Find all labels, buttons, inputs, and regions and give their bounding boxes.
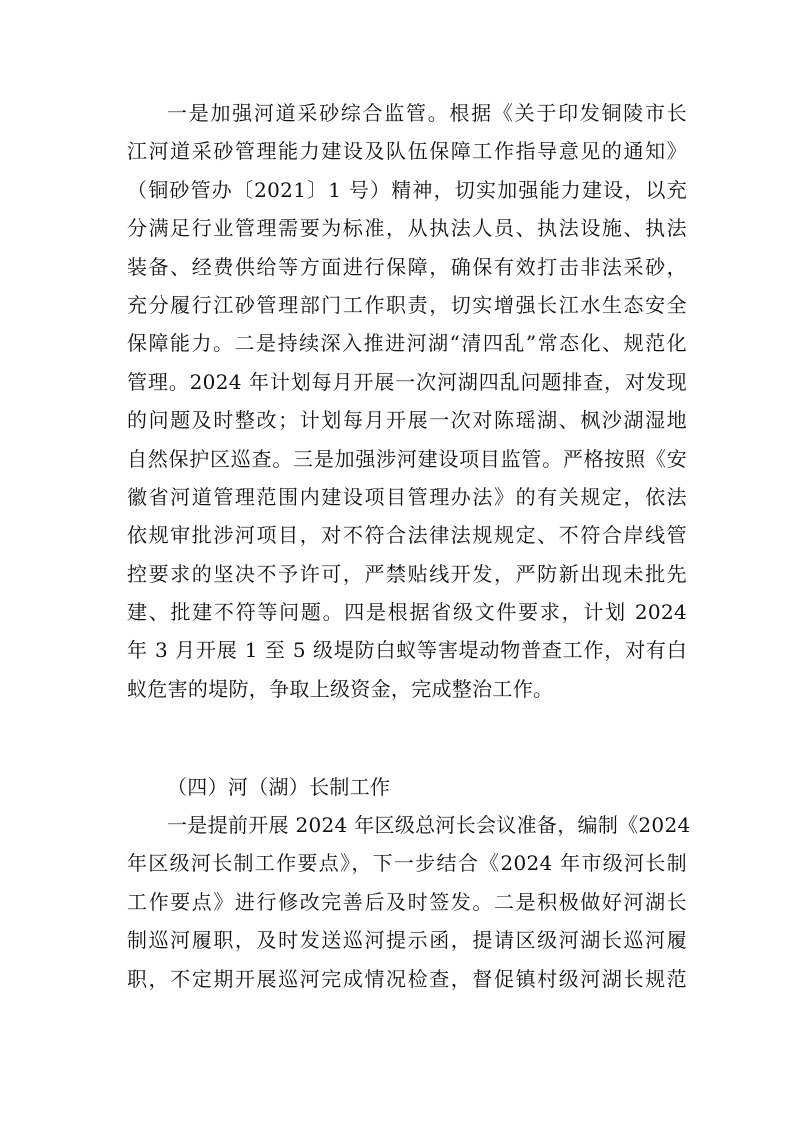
paragraph-line: 一是提前开展 2024 年区级总河长会议准备，编制《2024 bbox=[167, 813, 691, 837]
section-heading-text: （四）河（湖）长制工作 bbox=[167, 775, 391, 799]
paragraph-line: 蚁危害的堤防，争取上级资金，完成整治工作。 bbox=[127, 676, 554, 701]
paragraph-line: 制巡河履职，及时发送巡河提示函，提请区级河湖长巡河履 bbox=[127, 928, 687, 953]
paragraph-line: 建、批建不符等问题。四是根据省级文件要求，计划 2024 bbox=[127, 600, 687, 625]
paragraph-line: 江河道采砂管理能力建设及队伍保障工作指导意见的通知》 bbox=[127, 139, 687, 164]
paragraph-line: （铜砂管办〔2021〕1 号）精神，切实加强能力建设，以充 bbox=[127, 177, 687, 202]
paragraph-line: 年区级河长制工作要点》，下一步结合《2024 年市级河长制 bbox=[127, 851, 687, 876]
paragraph-line: 职，不定期开展巡河完成情况检查，督促镇村级河湖长规范 bbox=[127, 966, 687, 991]
paragraph-line: 管理。2024 年计划每月开展一次河湖四乱问题排查，对发现 bbox=[127, 369, 687, 394]
paragraph-line: 自然保护区巡查。三是加强涉河建设项目监管。严格按照《安 bbox=[127, 446, 687, 471]
paragraph-line: 充分履行江砂管理部门工作职责，切实增强长江水生态安全 bbox=[127, 292, 687, 317]
paragraph-line: 年 3 月开展 1 至 5 级堤防白蚁等害堤动物普查工作，对有白 bbox=[127, 638, 687, 663]
paragraph-river-chief-system bbox=[127, 806, 691, 998]
paragraph-line: 控要求的坚决不予许可，严禁贴线开发，严防新出现未批先 bbox=[127, 561, 687, 586]
paragraph-line: 保障能力。二是持续深入推进河湖“清四乱”常态化、规范化 bbox=[127, 331, 687, 356]
paragraph-line: 工作要点》进行修改完善后及时签发。二是积极做好河湖长 bbox=[127, 889, 687, 914]
paragraph-line: 装备、经费供给等方面进行保障，确保有效打击非法采砂， bbox=[127, 254, 687, 279]
section-heading bbox=[127, 768, 687, 806]
paragraph-line: 依规审批涉河项目，对不符合法律法规规定、不符合岸线管 bbox=[127, 523, 687, 548]
paragraph-line: 分满足行业管理需要为标准，从执法人员、执法设施、执法 bbox=[127, 216, 687, 241]
paragraph-line: 一是加强河道采砂综合监管。根据《关于印发铜陵市长 bbox=[167, 101, 687, 125]
paragraph-line: 徽省河道管理范围内建设项目管理办法》的有关规定，依法 bbox=[127, 484, 687, 509]
paragraph-line: 的问题及时整改；计划每月开展一次对陈瑶湖、枫沙湖湿地 bbox=[127, 408, 687, 433]
paragraph-river-sand-mining-supervision bbox=[127, 94, 687, 708]
